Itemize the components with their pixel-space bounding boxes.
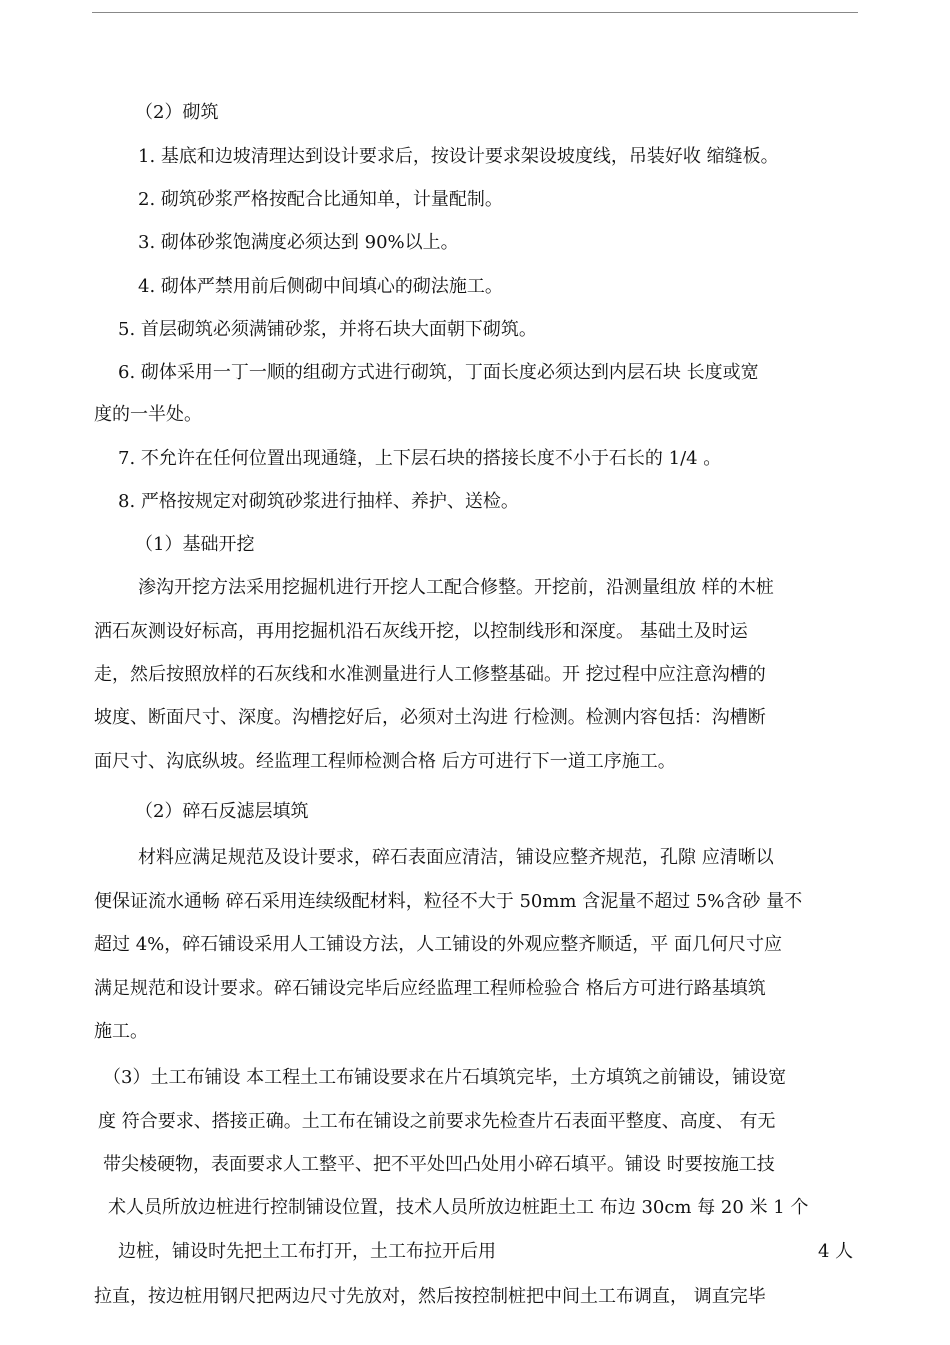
paragraph-line: 4. 砌体严禁用前后侧砌中间填心的砌法施工。 — [138, 276, 503, 297]
paragraph-line: 面尺寸、沟底纵坡。经监理工程师检测合格 后方可进行下一道工序施工。 — [94, 751, 676, 772]
section-heading-masonry: （2）砌筑 — [135, 102, 219, 123]
paragraph-line: 材料应满足规范及设计要求，碎石表面应清洁，铺设应整齐规范，孔隙 应清晰以 — [138, 847, 774, 868]
paragraph-line: 洒石灰测设好标高，再用挖掘机沿石灰线开挖，以控制线形和深度。 基础土及时运 — [94, 621, 748, 642]
paragraph-line: 度的一半处。 — [94, 404, 202, 425]
paragraph-line: 8. 严格按规定对砌筑砂浆进行抽样、养护、送检。 — [118, 491, 519, 512]
paragraph-line: 边桩，铺设时先把土工布打开，土工布拉开后用 — [118, 1241, 496, 1262]
paragraph-line: 坡度、断面尺寸、深度。沟槽挖好后，必须对土沟进 行检测。检测内容包括：沟槽断 — [94, 707, 766, 728]
paragraph-line: 度 符合要求、搭接正确。土工布在铺设之前要求先检查片石表面平整度、高度、 有无 — [98, 1111, 776, 1132]
paragraph-line-tail: 4 人 — [818, 1241, 854, 1262]
paragraph-line: 6. 砌体采用一丁一顺的组砌方式进行砌筑，丁面长度必须达到内层石块 长度或宽 — [118, 362, 759, 383]
paragraph-line: 术人员所放边桩进行控制铺设位置，技术人员所放边桩距土工 布边 30cm 每 20 米 1 个 — [108, 1197, 809, 1218]
section-heading-geotextile: （3）土工布铺设 本工程土工布铺设要求在片石填筑完毕，土方填筑之前铺设，铺设宽 — [103, 1067, 787, 1088]
paragraph-line: 便保证流水通畅 碎石采用连续级配材料，粒径不大于 50mm 含泥量不超过 5%含砂 量不 — [94, 891, 803, 912]
paragraph-line: 3. 砌体砂浆饱满度必须达到 90%以上。 — [138, 232, 459, 253]
section-heading-excavation: （1）基础开挖 — [135, 534, 255, 555]
header-rule — [92, 12, 858, 13]
paragraph-line: 7. 不允许在任何位置出现通缝，上下层石块的搭接长度不小于石长的 1/4 。 — [118, 448, 722, 469]
section-heading-gravel: （2）碎石反滤层填筑 — [135, 801, 309, 822]
paragraph-line: 2. 砌筑砂浆严格按配合比通知单，计量配制。 — [138, 189, 503, 210]
paragraph-line: 1. 基底和边坡清理达到设计要求后，按设计要求架设坡度线，吊装好收 缩缝板。 — [138, 146, 779, 167]
paragraph-line: 施工。 — [94, 1021, 148, 1042]
paragraph-line: 拉直，按边桩用钢尺把两边尺寸先放对，然后按控制桩把中间土工布调直， 调直完毕 — [94, 1286, 766, 1307]
paragraph-line: 带尖棱硬物，表面要求人工整平、把不平处凹凸处用小碎石填平。铺设 时要按施工技 — [103, 1154, 775, 1175]
paragraph-line: 超过 4%，碎石铺设采用人工铺设方法，人工铺设的外观应整齐顺适，平 面几何尺寸应 — [94, 934, 782, 955]
paragraph-line: 渗沟开挖方法采用挖掘机进行开挖人工配合修整。开挖前，沿测量组放 样的木桩 — [138, 577, 774, 598]
paragraph-line: 5. 首层砌筑必须满铺砂浆，并将石块大面朝下砌筑。 — [118, 319, 537, 340]
paragraph-line: 走，然后按照放样的石灰线和水准测量进行人工修整基础。开 挖过程中应注意沟槽的 — [94, 664, 766, 685]
paragraph-line: 满足规范和设计要求。碎石铺设完毕后应经监理工程师检验合 格后方可进行路基填筑 — [94, 978, 766, 999]
